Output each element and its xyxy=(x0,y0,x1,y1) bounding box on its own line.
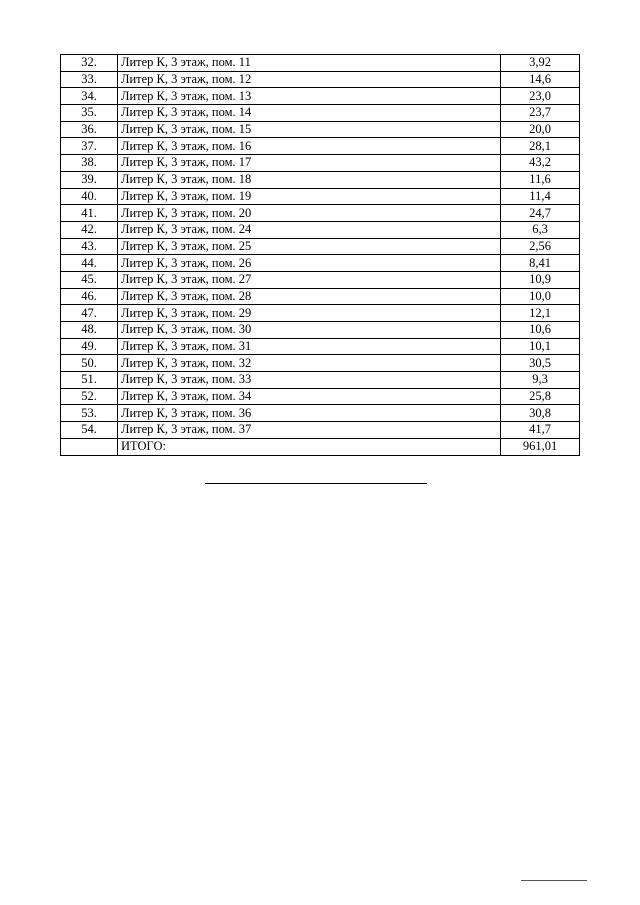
row-area: 43,2 xyxy=(501,155,580,172)
table-row xyxy=(61,305,580,322)
table-row xyxy=(61,205,580,222)
row-area: 23,0 xyxy=(501,88,580,105)
row-premise-name: Литер К, 3 этаж, пом. 18 xyxy=(118,171,501,188)
row-number: 48. xyxy=(61,322,118,339)
row-area: 14,6 xyxy=(501,71,580,88)
table-row xyxy=(61,171,580,188)
row-area: 12,1 xyxy=(501,305,580,322)
table-row xyxy=(61,105,580,122)
table-row xyxy=(61,155,580,172)
table-row xyxy=(61,238,580,255)
total-num-cell xyxy=(61,438,118,455)
row-premise-name: Литер К, 3 этаж, пом. 30 xyxy=(118,322,501,339)
row-premise-name: Литер К, 3 этаж, пом. 29 xyxy=(118,305,501,322)
row-number: 49. xyxy=(61,338,118,355)
row-area: 23,7 xyxy=(501,105,580,122)
table-row xyxy=(61,338,580,355)
table-row xyxy=(61,71,580,88)
table-row xyxy=(61,288,580,305)
table-row xyxy=(61,405,580,422)
row-area: 25,8 xyxy=(501,388,580,405)
row-area: 24,7 xyxy=(501,205,580,222)
row-area: 20,0 xyxy=(501,121,580,138)
row-number: 52. xyxy=(61,388,118,405)
table-row xyxy=(61,372,580,389)
row-area: 28,1 xyxy=(501,138,580,155)
table-row xyxy=(61,88,580,105)
row-premise-name: Литер К, 3 этаж, пом. 24 xyxy=(118,221,501,238)
row-number: 43. xyxy=(61,238,118,255)
row-premise-name: Литер К, 3 этаж, пом. 36 xyxy=(118,405,501,422)
row-number: 47. xyxy=(61,305,118,322)
row-area: 30,8 xyxy=(501,405,580,422)
row-premise-name: Литер К, 3 этаж, пом. 17 xyxy=(118,155,501,172)
row-number: 33. xyxy=(61,71,118,88)
row-area: 3,92 xyxy=(501,55,580,72)
row-premise-name: Литер К, 3 этаж, пом. 34 xyxy=(118,388,501,405)
row-premise-name: Литер К, 3 этаж, пом. 16 xyxy=(118,138,501,155)
table-row xyxy=(61,422,580,439)
end-separator-line xyxy=(205,483,427,484)
row-premise-name: Литер К, 3 этаж, пом. 37 xyxy=(118,422,501,439)
table-row xyxy=(61,55,580,72)
row-premise-name: Литер К, 3 этаж, пом. 13 xyxy=(118,88,501,105)
row-premise-name: Литер К, 3 этаж, пом. 26 xyxy=(118,255,501,272)
row-number: 45. xyxy=(61,271,118,288)
row-number: 38. xyxy=(61,155,118,172)
row-area: 6,3 xyxy=(501,221,580,238)
table-row xyxy=(61,388,580,405)
row-premise-name: Литер К, 3 этаж, пом. 25 xyxy=(118,238,501,255)
row-area: 41,7 xyxy=(501,422,580,439)
row-number: 51. xyxy=(61,372,118,389)
row-area: 10,0 xyxy=(501,288,580,305)
row-number: 44. xyxy=(61,255,118,272)
row-premise-name: Литер К, 3 этаж, пом. 28 xyxy=(118,288,501,305)
row-premise-name: Литер К, 3 этаж, пом. 31 xyxy=(118,338,501,355)
row-area: 10,1 xyxy=(501,338,580,355)
row-number: 39. xyxy=(61,171,118,188)
premises-table xyxy=(60,54,580,456)
total-label: ИТОГО: xyxy=(118,438,501,455)
row-number: 54. xyxy=(61,422,118,439)
row-number: 36. xyxy=(61,121,118,138)
total-area: 961,01 xyxy=(501,438,580,455)
premises-table-body xyxy=(61,55,580,456)
row-area: 11,4 xyxy=(501,188,580,205)
table-row xyxy=(61,271,580,288)
row-area: 10,9 xyxy=(501,271,580,288)
row-premise-name: Литер К, 3 этаж, пом. 20 xyxy=(118,205,501,222)
row-number: 32. xyxy=(61,55,118,72)
row-number: 53. xyxy=(61,405,118,422)
row-number: 46. xyxy=(61,288,118,305)
row-number: 40. xyxy=(61,188,118,205)
row-number: 34. xyxy=(61,88,118,105)
table-row xyxy=(61,121,580,138)
table-row xyxy=(61,221,580,238)
row-premise-name: Литер К, 3 этаж, пом. 19 xyxy=(118,188,501,205)
footer-line xyxy=(521,880,587,881)
row-area: 30,5 xyxy=(501,355,580,372)
row-area: 11,6 xyxy=(501,171,580,188)
row-area: 9,3 xyxy=(501,372,580,389)
row-premise-name: Литер К, 3 этаж, пом. 33 xyxy=(118,372,501,389)
table-row xyxy=(61,188,580,205)
row-premise-name: Литер К, 3 этаж, пом. 15 xyxy=(118,121,501,138)
row-premise-name: Литер К, 3 этаж, пом. 11 xyxy=(118,55,501,72)
total-row xyxy=(61,438,580,455)
table-row xyxy=(61,322,580,339)
table-row xyxy=(61,138,580,155)
row-number: 42. xyxy=(61,221,118,238)
row-area: 2,56 xyxy=(501,238,580,255)
table-row xyxy=(61,255,580,272)
row-area: 10,6 xyxy=(501,322,580,339)
row-number: 35. xyxy=(61,105,118,122)
row-number: 41. xyxy=(61,205,118,222)
row-premise-name: Литер К, 3 этаж, пом. 27 xyxy=(118,271,501,288)
row-number: 37. xyxy=(61,138,118,155)
row-premise-name: Литер К, 3 этаж, пом. 12 xyxy=(118,71,501,88)
row-premise-name: Литер К, 3 этаж, пом. 14 xyxy=(118,105,501,122)
row-area: 8,41 xyxy=(501,255,580,272)
row-premise-name: Литер К, 3 этаж, пом. 32 xyxy=(118,355,501,372)
table-row xyxy=(61,355,580,372)
row-number: 50. xyxy=(61,355,118,372)
